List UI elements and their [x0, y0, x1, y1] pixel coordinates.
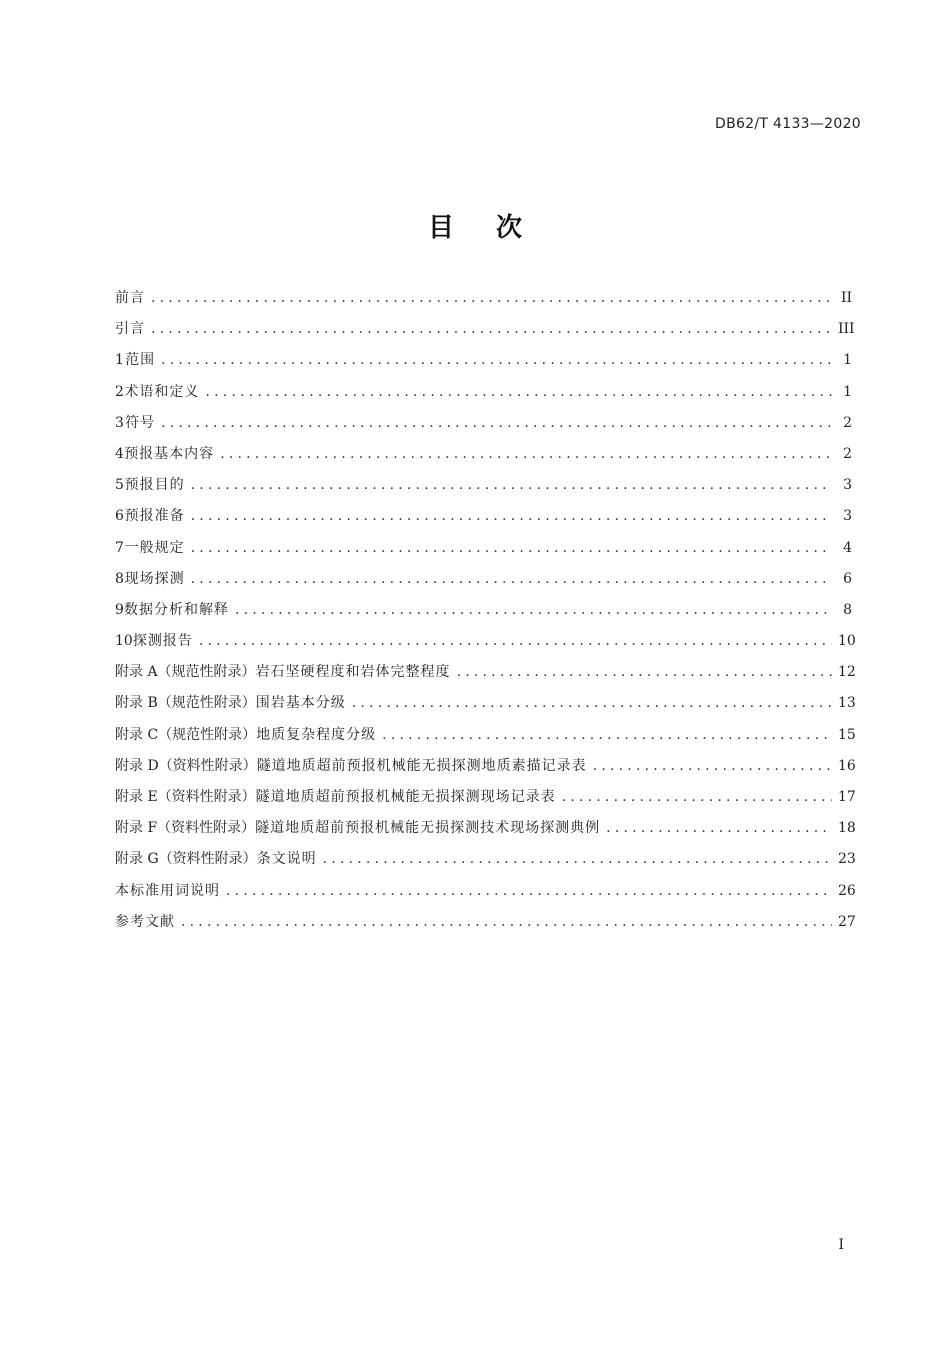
toc-entry-page: II [840, 290, 852, 306]
toc-entry-number: 2 [115, 383, 124, 400]
toc-entry[interactable] [115, 661, 856, 692]
toc-entry-label: 预报准备 [124, 508, 185, 525]
toc-entry[interactable] [115, 412, 852, 443]
toc-entry[interactable] [115, 381, 852, 412]
toc-entry-label: 一般规定 [124, 539, 185, 556]
toc-entry-label: 引言 [115, 321, 145, 338]
toc-entry-page: 8 [843, 601, 852, 618]
toc-entry-label: 隧道地质超前预报机械能无损探测技术现场探测典例 [255, 820, 601, 837]
toc-entry[interactable] [115, 817, 856, 848]
toc-entry-number: 6 [115, 508, 124, 525]
toc-entry-number: 9 [115, 601, 124, 618]
toc-entry-number: 3 [115, 414, 124, 431]
toc-entry[interactable] [115, 443, 852, 474]
toc-entry-number: 5 [115, 477, 124, 494]
toc-entry-label: 地质复杂程度分级 [256, 726, 377, 743]
toc-entry[interactable] [115, 755, 856, 786]
toc-entry[interactable] [115, 630, 856, 661]
toc-entry[interactable] [115, 880, 856, 911]
standard-code: DB62/T 4133—2020 [715, 116, 861, 132]
toc-leader-dots [181, 911, 832, 933]
toc-entry-label: 术语和定义 [124, 383, 200, 400]
page-number: I [838, 1237, 844, 1253]
toc-entry-number: 附录 A（规范性附录） [115, 664, 256, 681]
toc-entry-label: 围岩基本分级 [255, 695, 346, 712]
toc-entry-number: 附录 C（规范性附录） [115, 726, 257, 743]
toc-entry-page: 10 [838, 633, 856, 650]
toc-entry-page: 16 [838, 757, 856, 774]
toc-entry[interactable] [115, 911, 856, 942]
toc-entry-label: 预报目的 [124, 477, 185, 494]
toc-entry-label: 现场探测 [124, 570, 185, 587]
toc-entry-page: 2 [843, 414, 852, 431]
toc-entry[interactable] [115, 568, 852, 599]
toc-entry-page: 13 [838, 695, 856, 712]
toc-entry-page: 18 [838, 820, 856, 837]
toc-entry-page: 3 [843, 508, 852, 525]
toc-entry-page: 15 [838, 726, 856, 743]
toc-entry-label: 数据分析和解释 [123, 601, 229, 618]
toc-entry-label: 岩石坚硬程度和岩体完整程度 [255, 664, 451, 681]
toc-entry[interactable] [115, 537, 852, 568]
toc-entry[interactable] [115, 848, 856, 879]
toc-entry-page: 6 [843, 570, 852, 587]
toc-leader-dots [593, 755, 832, 777]
toc-leader-dots [562, 786, 832, 808]
toc-leader-dots [191, 505, 832, 527]
toc-leader-dots [191, 474, 832, 496]
toc-entry-page: 23 [838, 851, 856, 868]
toc-entry-page: 26 [838, 882, 856, 899]
toc-entry-label: 范围 [125, 352, 156, 369]
toc-entry-page: 2 [843, 445, 852, 462]
toc-entry[interactable] [115, 692, 856, 723]
toc-leader-dots [161, 412, 832, 434]
toc-leader-dots [382, 724, 832, 746]
toc-entry[interactable] [115, 724, 856, 755]
toc-leader-dots [235, 599, 832, 621]
toc-leader-dots [606, 817, 832, 839]
toc-entry-label: 本标准用词说明 [115, 882, 220, 899]
toc-entry[interactable] [115, 349, 852, 380]
toc-entry-number: 附录 G（资料性附录） [115, 851, 257, 868]
table-of-contents [115, 287, 856, 942]
toc-leader-dots [199, 630, 832, 652]
toc-leader-dots [151, 318, 832, 340]
toc-entry-page: 1 [843, 352, 852, 369]
toc-entry-number: 1 [115, 352, 124, 369]
page-title: 目次 [427, 213, 564, 243]
toc-entry-label: 隧道地质超前预报机械能无损探测地质素描记录表 [256, 757, 587, 774]
toc-leader-dots [352, 692, 832, 714]
toc-entry-page: 1 [843, 383, 852, 400]
toc-entry[interactable] [115, 287, 852, 318]
toc-leader-dots [323, 848, 832, 870]
toc-entry-number: 附录 B（规范性附录） [115, 695, 256, 712]
toc-entry-page: 3 [843, 477, 852, 494]
toc-leader-dots [191, 568, 832, 590]
toc-entry-number: 10 [115, 633, 133, 650]
toc-entry-page: 27 [838, 913, 856, 930]
toc-entry-number: 附录 D（资料性附录） [115, 757, 257, 774]
toc-entry-label: 符号 [125, 414, 156, 431]
toc-leader-dots [220, 443, 832, 465]
toc-entry-label: 隧道地质超前预报机械能无损探测现场记录表 [255, 789, 556, 805]
toc-entry-page: III [838, 321, 855, 338]
toc-entry[interactable] [115, 599, 852, 630]
toc-leader-dots [191, 537, 832, 559]
toc-leader-dots [226, 880, 832, 902]
toc-entry[interactable] [115, 505, 852, 536]
toc-entry[interactable] [115, 318, 855, 349]
toc-entry-number: 7 [115, 539, 124, 556]
toc-entry-label: 参考文献 [115, 913, 175, 930]
toc-entry-page: 4 [843, 539, 852, 556]
toc-entry-page: 17 [838, 789, 856, 805]
toc-entry-label: 预报基本内容 [124, 445, 215, 462]
toc-leader-dots [457, 661, 832, 683]
toc-leader-dots [205, 381, 832, 403]
toc-leader-dots [161, 349, 832, 371]
toc-entry-page: 12 [838, 664, 856, 681]
toc-entry-label: 前言 [115, 290, 145, 306]
toc-entry-label: 探测报告 [132, 633, 193, 650]
toc-entry-number: 附录 F（资料性附录） [115, 820, 256, 837]
toc-entry-number: 8 [115, 570, 124, 587]
toc-leader-dots [151, 287, 832, 309]
toc-entry-number: 附录 E（资料性附录） [115, 789, 256, 805]
toc-entry[interactable] [115, 474, 852, 505]
toc-entry-number: 4 [115, 445, 124, 462]
toc-entry[interactable] [115, 786, 856, 817]
toc-entry-label: 条文说明 [256, 851, 317, 868]
